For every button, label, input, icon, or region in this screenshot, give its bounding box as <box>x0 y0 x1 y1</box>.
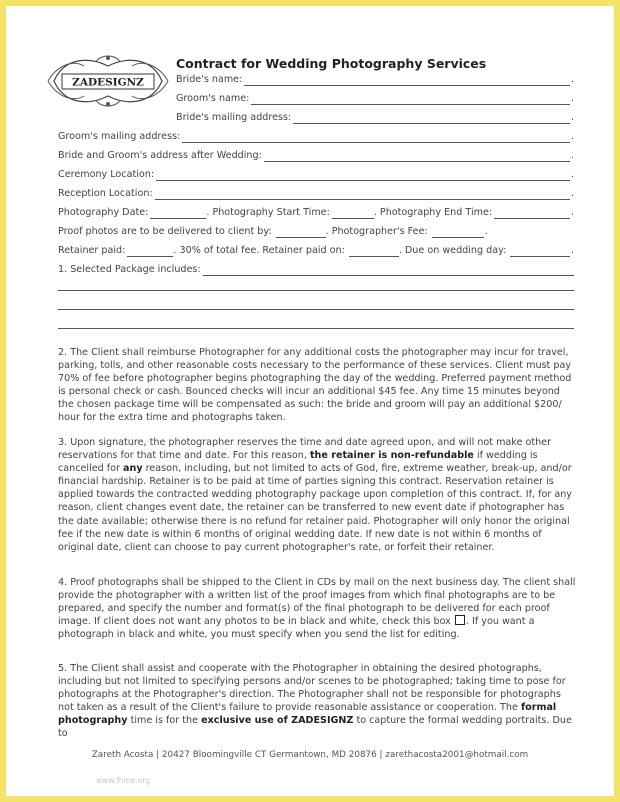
watermark: www.fhme.org <box>96 776 151 785</box>
proof-delivery-row: Proof photos are to be delivered to client by: . Photographer's Fee: . <box>58 226 488 237</box>
package-line-1[interactable] <box>58 290 574 291</box>
proof-delivery-label: Proof photos are to be delivered to client by: <box>58 226 272 237</box>
selected-package-row <box>58 263 574 276</box>
package-line-2[interactable] <box>58 309 574 310</box>
brides-name-row: Bride's name: . <box>176 74 574 85</box>
clause-3: 3. Upon signature, the photographer reserves the time and date agreed upon, and will not make other reservations for that time and date. For this reason, the retainer is non-refundable if wedding is cancelled for any reason, including, but not limited to acts of God, fire, extreme weather, break-up, and/or financial hardship. Retainer is to be paid at time of parties signing this contract. Reservation retainer is applied towards the contracted wedding photography package upon completion of this contract. If, for any reason, client changes event date, the retainer can be transferred to new event date if photographer has the date available; otherwise there is no refund for retainer paid. Photographer will only honor the original fee if the new date is within 6 months of original wedding date. If new date is not within 6 months of original date, client can choose to pay current photographer's rate, or forfeit their retainer. <box>58 437 572 553</box>
brides-address-label: Bride's mailing address: <box>176 112 292 123</box>
retainer-paid-label: Retainer paid: <box>58 245 126 256</box>
formal-photography-emphasis: formal photography <box>58 702 557 727</box>
start-time-field[interactable] <box>332 208 374 219</box>
package-line-3[interactable] <box>58 328 574 329</box>
ceremony-label: Ceremony Location: <box>58 169 155 180</box>
brides-address-field[interactable] <box>293 113 570 124</box>
start-time-label: . Photography Start Time: <box>206 207 330 218</box>
grooms-address-row: Groom's mailing address: . <box>58 131 574 142</box>
ceremony-row: Ceremony Location: . <box>58 169 574 180</box>
reception-label: Reception Location: <box>58 188 153 199</box>
clause-4: 4. Proof photographs shall be shipped to the Client in CDs by mail on the next business day. The client shall provide the photographer with a written list of the proof images from which final photographs are to be prepared, and specify the number and format(s) of the final photograph to be delivered for each proof image. If client does not want any photos to be in black and white, check this box . If you want a photograph in black and white, you must specify when you send the list for editing. <box>58 577 576 641</box>
photographer-fee-label: . Photographer's Fee: <box>325 226 428 237</box>
end-time-label: . Photography End Time: <box>373 207 493 218</box>
brides-name-field[interactable] <box>244 75 570 86</box>
retainer-row: Retainer paid: . 30% of total fee. Retainer paid on: . Due on wedding day: . <box>58 245 574 256</box>
grooms-name-field[interactable] <box>251 94 570 105</box>
contact-footer: Zareth Acosta | 20427 Bloomingville CT Germantown, MD 20876 | zarethacosta2001@hotmail.com <box>91 750 529 760</box>
after-wedding-address-label: Bride and Groom's address after Wedding: <box>58 150 262 161</box>
brides-name-label: Bride's name: <box>176 74 243 85</box>
any-emphasis: any <box>123 463 143 475</box>
after-wedding-address-field[interactable] <box>264 151 570 162</box>
non-refundable-emphasis: the retainer is non-refundable <box>309 450 474 462</box>
clause-2: 2. The Client shall reimburse Photographer for any additional costs the photographer may incur for travel, parking, tolls, and other reasonable costs necessary to the performance of these services. Client must pay 70% of fee before photographer begins photographing the day of the wedding. Preferred payment method is personal check or cash. Bounced checks will incur an additional $45 fee. Any time 15 minutes beyond the chosen package time will be compensated as such: the bride and groom will pay an additional $200/ hour for the extra time and photographs taken. <box>58 347 572 424</box>
due-on-wedding-label: . Due on wedding day: <box>398 245 507 256</box>
grooms-address-field[interactable] <box>182 132 570 143</box>
selected-package-label: 1. Selected Package includes: <box>58 264 201 275</box>
reception-row: Reception Location: . <box>58 188 574 199</box>
photographer-fee-field[interactable] <box>432 227 484 238</box>
zadesignz-logo <box>44 52 172 110</box>
logo-text: ZADESIGNZ <box>72 76 144 89</box>
photography-times-row: Photography Date: . Photography Start Time: . Photography End Time: . <box>58 207 574 218</box>
brides-address-row: Bride's mailing address: . <box>176 112 574 123</box>
selected-package-field[interactable] <box>203 265 574 276</box>
page-title: Contract for Wedding Photography Services <box>176 56 487 71</box>
grooms-address-label: Groom's mailing address: <box>58 131 181 142</box>
retainer-paid-field[interactable] <box>127 246 173 257</box>
after-wedding-address-row: Bride and Groom's address after Wedding: . <box>58 150 574 161</box>
retainer-paid-on-field[interactable] <box>349 246 399 257</box>
exclusive-use-emphasis: exclusive use of ZADESIGNZ <box>201 715 354 727</box>
ceremony-field[interactable] <box>156 170 570 181</box>
proof-delivery-field[interactable] <box>276 227 326 238</box>
end-time-field[interactable] <box>494 208 570 219</box>
retainer-percent-label: . 30% of total fee. Retainer paid on: <box>173 245 345 256</box>
photo-date-label: Photography Date: <box>58 207 149 218</box>
grooms-name-row: Groom's name: . <box>176 93 574 104</box>
photo-date-field[interactable] <box>150 208 206 219</box>
reception-field[interactable] <box>155 189 570 200</box>
black-white-checkbox[interactable] <box>455 615 465 625</box>
clause-5: 5. The Client shall assist and cooperate with the Photographer in obtaining the desired photographs, including but not limited to specifying persons and/or scenes to be photographed; taking time to pose for photographs at the Photographer's direction. The Photographer shall not be responsible for photographs not taken as a result of the Client's failure to provide reasonable assistance or cooperation. The formal photography time is for the exclusive use of ZADESIGNZ to capture the formal wedding portraits. Due to <box>58 663 572 740</box>
grooms-name-label: Groom's name: <box>176 93 250 104</box>
due-on-wedding-field[interactable] <box>510 246 570 257</box>
